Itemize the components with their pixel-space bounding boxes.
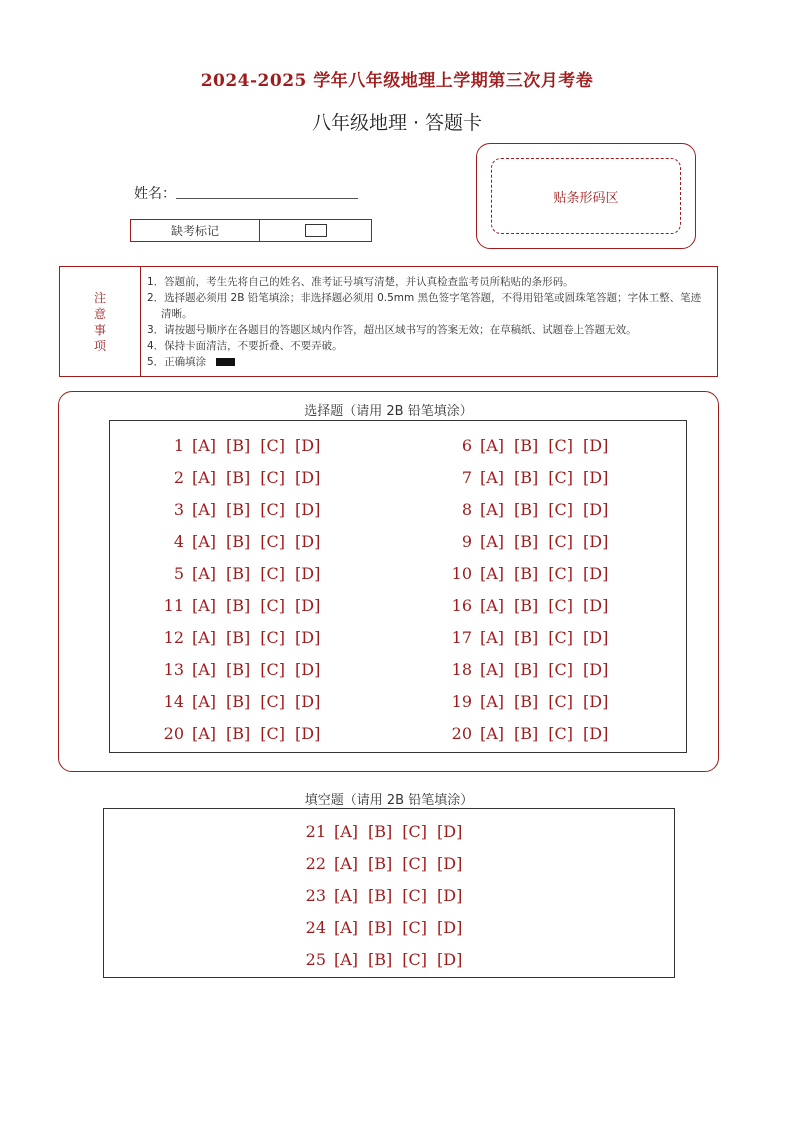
answer-option-bubble[interactable]: [B]: [368, 918, 393, 937]
answer-option-bubble[interactable]: [D]: [583, 724, 609, 743]
answer-option-bubble[interactable]: [A]: [480, 468, 505, 487]
answer-option-bubble[interactable]: [C]: [548, 436, 574, 455]
choice-section-title: 选择题（请用 2B 铅笔填涂）: [304, 404, 473, 419]
answer-option-bubble[interactable]: [A]: [334, 822, 359, 841]
absent-mark-row: [130, 219, 372, 242]
exam-title: 2024-2025 学年八年级地理上学期第三次月考卷: [200, 71, 594, 91]
question-row: [158, 724, 330, 744]
answer-option-bubble[interactable]: [A]: [334, 950, 359, 969]
barcode-area: [476, 143, 696, 249]
question-number: 12: [163, 628, 184, 647]
question-row: [300, 822, 472, 842]
question-number: 8: [461, 500, 472, 519]
answer-option-bubble[interactable]: [B]: [226, 564, 251, 583]
notice-item: 4．保持卡面清洁，不要折叠、不要弄破。: [147, 340, 343, 352]
answer-option-bubble[interactable]: [C]: [548, 628, 574, 647]
question-row: [446, 596, 618, 616]
answer-option-bubble[interactable]: [D]: [295, 660, 321, 679]
question-row: [446, 436, 618, 456]
answer-option-bubble[interactable]: [B]: [368, 886, 393, 905]
answer-option-bubble[interactable]: [D]: [437, 886, 463, 905]
answer-option-bubble[interactable]: [C]: [260, 500, 286, 519]
question-number: 1: [173, 436, 184, 455]
answer-option-bubble[interactable]: [D]: [295, 692, 321, 711]
answer-option-bubble[interactable]: [D]: [583, 532, 609, 551]
answer-option-bubble[interactable]: [C]: [548, 468, 574, 487]
answer-option-bubble[interactable]: [D]: [583, 628, 609, 647]
question-number: 23: [305, 886, 326, 905]
answer-option-bubble[interactable]: [D]: [437, 918, 463, 937]
question-number: 18: [451, 660, 472, 679]
answer-option-bubble[interactable]: [B]: [226, 660, 251, 679]
question-row: [446, 628, 618, 648]
answer-option-bubble[interactable]: [D]: [437, 854, 463, 873]
answer-option-bubble[interactable]: [A]: [192, 532, 217, 551]
answer-option-bubble[interactable]: [C]: [548, 660, 574, 679]
question-row: [446, 564, 618, 584]
fill-section-title: 填空题（请用 2B 铅笔填涂）: [304, 793, 474, 808]
question-number: 20: [451, 724, 472, 743]
notice-side-label: [60, 267, 141, 376]
notice-items: [141, 267, 717, 376]
answer-option-bubble[interactable]: [A]: [192, 500, 217, 519]
answer-option-bubble[interactable]: [C]: [260, 596, 286, 615]
question-row: [446, 532, 618, 552]
answer-option-bubble[interactable]: [C]: [548, 532, 574, 551]
question-row: [446, 468, 618, 488]
answer-option-bubble[interactable]: [A]: [480, 596, 505, 615]
answer-option-bubble[interactable]: [A]: [480, 692, 505, 711]
answer-option-bubble[interactable]: [D]: [583, 660, 609, 679]
question-number: 11: [163, 596, 184, 615]
question-row: [300, 950, 472, 970]
answer-option-bubble[interactable]: [C]: [260, 532, 286, 551]
answer-option-bubble[interactable]: [A]: [334, 854, 359, 873]
question-row: [158, 596, 330, 616]
answer-option-bubble[interactable]: [A]: [192, 436, 217, 455]
notice-item: [147, 354, 711, 370]
question-number: 3: [173, 500, 184, 519]
notice-side-char: 项: [93, 338, 106, 353]
answer-option-bubble[interactable]: [B]: [226, 468, 251, 487]
answer-option-bubble[interactable]: [B]: [226, 500, 251, 519]
notice-side-char: 注: [93, 290, 106, 305]
answer-option-bubble[interactable]: [B]: [368, 950, 393, 969]
answer-option-bubble[interactable]: [B]: [226, 596, 251, 615]
answer-option-bubble[interactable]: [D]: [583, 692, 609, 711]
question-number: 9: [461, 532, 472, 551]
question-number: 20: [163, 724, 184, 743]
question-row: [158, 628, 330, 648]
answer-option-bubble[interactable]: [A]: [192, 724, 217, 743]
question-number: 7: [461, 468, 472, 487]
name-field[interactable]: [176, 198, 358, 199]
question-number: 4: [173, 532, 184, 551]
answer-option-bubble[interactable]: [B]: [514, 692, 539, 711]
answer-option-bubble[interactable]: [D]: [583, 468, 609, 487]
notice-item: 3．请按题号顺序在各题目的答题区域内作答，超出区域书写的答案无效；在草稿纸、试题卷上答题无效。: [147, 324, 637, 336]
question-row: [446, 692, 618, 712]
question-row: [158, 500, 330, 520]
question-row: [158, 436, 330, 456]
notice-side-char: 意: [93, 306, 106, 321]
answer-option-bubble[interactable]: [C]: [260, 692, 286, 711]
question-number: 22: [305, 854, 326, 873]
answer-option-bubble[interactable]: [A]: [334, 886, 359, 905]
answer-option-bubble[interactable]: [D]: [295, 532, 321, 551]
notice-item: 2．选择题必须用 2B 铅笔填涂；非选择题必须用 0.5mm 黑色签字笔答题，不得用铅笔或圆珠笔答题；字体工整、笔迹清晰。: [147, 292, 702, 320]
answer-option-bubble[interactable]: [B]: [514, 628, 539, 647]
answer-option-bubble[interactable]: [A]: [192, 628, 217, 647]
answer-option-bubble[interactable]: [A]: [480, 532, 505, 551]
question-row: [446, 724, 618, 744]
answer-option-bubble[interactable]: [C]: [548, 500, 574, 519]
question-number: 17: [451, 628, 472, 647]
answer-option-bubble[interactable]: [A]: [334, 918, 359, 937]
absent-mark-cell: [260, 220, 371, 241]
answer-option-bubble[interactable]: [D]: [295, 628, 321, 647]
answer-option-bubble[interactable]: [A]: [480, 436, 505, 455]
question-row: [158, 660, 330, 680]
question-number: 2: [173, 468, 184, 487]
answer-option-bubble[interactable]: [D]: [437, 950, 463, 969]
name-label: 姓名：: [134, 186, 176, 202]
answer-option-bubble[interactable]: [B]: [226, 692, 251, 711]
question-row: [300, 886, 472, 906]
answer-sheet-subtitle: 八年级地理 · 答题卡: [311, 112, 483, 134]
answer-option-bubble[interactable]: [C]: [548, 724, 574, 743]
notice-side-char: 事: [93, 322, 106, 337]
question-number: 14: [163, 692, 184, 711]
answer-option-bubble[interactable]: [D]: [295, 724, 321, 743]
notice-panel: [59, 266, 718, 377]
answer-option-bubble[interactable]: [D]: [295, 564, 321, 583]
answer-option-bubble[interactable]: [D]: [295, 596, 321, 615]
question-number: 25: [305, 950, 326, 969]
answer-option-bubble[interactable]: [C]: [260, 564, 286, 583]
answer-option-bubble[interactable]: [B]: [226, 724, 251, 743]
answer-option-bubble[interactable]: [B]: [514, 596, 539, 615]
answer-option-bubble[interactable]: [B]: [226, 532, 251, 551]
answer-option-bubble[interactable]: [A]: [192, 692, 217, 711]
answer-option-bubble[interactable]: [D]: [583, 596, 609, 615]
question-row: [446, 660, 618, 680]
answer-option-bubble[interactable]: [D]: [583, 436, 609, 455]
answer-option-bubble[interactable]: [C]: [548, 692, 574, 711]
answer-option-bubble[interactable]: [A]: [480, 660, 505, 679]
answer-option-bubble[interactable]: [C]: [402, 822, 428, 841]
answer-option-bubble[interactable]: [C]: [548, 596, 574, 615]
answer-option-bubble[interactable]: [A]: [480, 724, 505, 743]
answer-option-bubble[interactable]: [B]: [514, 660, 539, 679]
answer-option-bubble[interactable]: [A]: [192, 468, 217, 487]
absent-mark-checkbox[interactable]: [305, 224, 327, 237]
answer-option-bubble[interactable]: [D]: [295, 436, 321, 455]
question-row: [300, 918, 472, 938]
answer-option-bubble[interactable]: [A]: [192, 660, 217, 679]
answer-option-bubble[interactable]: [C]: [402, 918, 428, 937]
answer-option-bubble[interactable]: [C]: [402, 950, 428, 969]
answer-option-bubble[interactable]: [C]: [548, 564, 574, 583]
answer-option-bubble[interactable]: [C]: [260, 724, 286, 743]
answer-option-bubble[interactable]: [D]: [583, 500, 609, 519]
question-row: [158, 692, 330, 712]
question-row: [158, 468, 330, 488]
answer-option-bubble[interactable]: [C]: [402, 854, 428, 873]
answer-option-bubble[interactable]: [D]: [295, 500, 321, 519]
question-number: 24: [305, 918, 326, 937]
answer-option-bubble[interactable]: [B]: [514, 532, 539, 551]
answer-option-bubble[interactable]: [C]: [402, 886, 428, 905]
answer-option-bubble[interactable]: [D]: [583, 564, 609, 583]
absent-mark-label: 缺考标记: [131, 220, 260, 241]
answer-option-bubble[interactable]: [C]: [260, 628, 286, 647]
question-row: [446, 500, 618, 520]
correct-fill-sample-mark: [216, 358, 235, 366]
question-number: 21: [305, 822, 326, 841]
notice-item-text: 5．正确填涂: [147, 356, 207, 368]
answer-option-bubble[interactable]: [A]: [192, 596, 217, 615]
answer-option-bubble[interactable]: [C]: [260, 436, 286, 455]
question-number: 16: [451, 596, 472, 615]
answer-option-bubble[interactable]: [B]: [514, 500, 539, 519]
answer-option-bubble[interactable]: [B]: [226, 436, 251, 455]
answer-option-bubble[interactable]: [A]: [480, 564, 505, 583]
answer-option-bubble[interactable]: [C]: [260, 660, 286, 679]
answer-option-bubble[interactable]: [A]: [192, 564, 217, 583]
question-number: 10: [451, 564, 472, 583]
question-number: 19: [451, 692, 472, 711]
answer-option-bubble[interactable]: [D]: [437, 822, 463, 841]
answer-option-bubble[interactable]: [B]: [514, 724, 539, 743]
barcode-paste-zone: 贴条形码区: [491, 158, 681, 234]
answer-option-bubble[interactable]: [A]: [480, 628, 505, 647]
question-row: [158, 532, 330, 552]
answer-option-bubble[interactable]: [C]: [260, 468, 286, 487]
question-number: 5: [173, 564, 184, 583]
answer-option-bubble[interactable]: [B]: [368, 854, 393, 873]
answer-option-bubble[interactable]: [B]: [514, 436, 539, 455]
answer-option-bubble[interactable]: [A]: [480, 500, 505, 519]
question-row: [300, 854, 472, 874]
notice-item: 1．答题前，考生先将自己的姓名、准考证号填写清楚，并认真检查监考员所粘贴的条形码。: [147, 276, 574, 288]
answer-option-bubble[interactable]: [B]: [226, 628, 251, 647]
answer-option-bubble[interactable]: [B]: [514, 468, 539, 487]
question-number: 13: [163, 660, 184, 679]
question-number: 6: [461, 436, 472, 455]
answer-option-bubble[interactable]: [B]: [368, 822, 393, 841]
answer-option-bubble[interactable]: [D]: [295, 468, 321, 487]
answer-option-bubble[interactable]: [B]: [514, 564, 539, 583]
question-row: [158, 564, 330, 584]
